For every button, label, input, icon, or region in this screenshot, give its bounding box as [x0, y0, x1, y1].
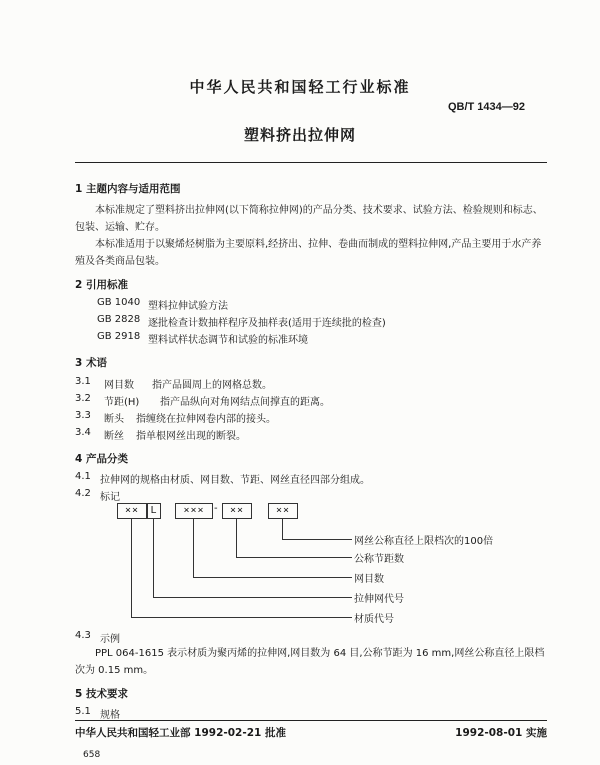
ref-code: GB 2918 [97, 331, 141, 342]
label-wire-diameter: 网丝公称直径上限档次的100倍 [354, 536, 494, 547]
issuing-standard-title: 中华人民共和国轻工行业标准 [189, 78, 411, 96]
ref-code: GB 1040 [97, 297, 141, 308]
term-name: 节距(H) [104, 397, 140, 408]
ref-name: 逐批检查计数抽样程序及抽样表(适用于连续批的检查) [148, 318, 386, 329]
material-code-box: ×× [117, 503, 147, 519]
leader-line [131, 617, 352, 618]
leader-line [282, 519, 283, 539]
label-material-code: 材质代号 [354, 614, 394, 625]
ref-code: GB 2828 [97, 314, 141, 325]
term-definition: 指产品纵向对角网结点间撑直的距离。 [160, 397, 330, 408]
ref-name: 塑料拉伸试验方法 [148, 301, 228, 312]
label-nominal-pitch: 公称节距数 [354, 554, 404, 565]
clause-number: 5.1 [75, 706, 91, 717]
pitch-box: ×× [222, 503, 252, 519]
term-name: 断丝 [104, 431, 124, 442]
section-1-paragraph-2: 本标准适用于以聚烯烃树脂为主要原料,经挤出、拉伸、卷曲而制成的塑料拉伸网,产品主要用于水产养殖及各类商品包装。 [75, 239, 542, 267]
clause-text: 标记 [100, 492, 120, 503]
term-number: 3.3 [75, 410, 91, 421]
term-definition: 指单根网丝出现的断裂。 [136, 431, 246, 442]
leader-line [131, 519, 132, 617]
separator-dash: - [214, 503, 218, 514]
section-3-heading: 3 术语 [75, 357, 107, 369]
clause-number: 4.2 [75, 488, 91, 499]
implementation-date: 1992-08-01 实施 [455, 727, 547, 739]
section-1-paragraph-1: 本标准规定了塑料挤出拉伸网(以下简称拉伸网)的产品分类、技术要求、试验方法、检验规则和标志、包装、运输、贮存。 [75, 205, 543, 233]
approval-line: 中华人民共和国轻工业部 1992-02-21 批准 [75, 727, 286, 739]
mesh-count-box: ××× [175, 503, 213, 519]
label-net-code: 拉伸网代号 [354, 594, 404, 605]
header-divider [75, 162, 547, 163]
leader-line [153, 597, 352, 598]
leader-line [282, 539, 352, 540]
term-number: 3.2 [75, 393, 91, 404]
label-mesh-count: 网目数 [354, 574, 384, 585]
clause-text: 拉伸网的规格由材质、网目数、节距、网丝直径四部分组成。 [100, 475, 370, 486]
leader-line [153, 519, 154, 597]
leader-line [193, 519, 194, 577]
example-paragraph: PPL 064-1615 表示材质为聚丙烯的拉伸网,网目数为 64 目,公称节距为 16 mm,网丝公称直径上限档次为 0.15 mm。 [75, 648, 545, 676]
section-5-heading: 5 技术要求 [75, 688, 128, 700]
section-4-heading: 4 产品分类 [75, 453, 128, 465]
clause-number: 4.1 [75, 471, 91, 482]
clause-text: 示例 [100, 634, 120, 645]
term-name: 断头 [104, 414, 124, 425]
leader-line [236, 557, 352, 558]
section-2-heading: 2 引用标准 [75, 279, 128, 291]
wire-diameter-box: ×× [268, 503, 298, 519]
term-number: 3.1 [75, 376, 91, 387]
clause-number: 4.3 [75, 630, 91, 641]
footer-divider [75, 720, 547, 721]
term-definition: 指缠绕在拉伸网卷内部的接头。 [136, 414, 276, 425]
term-name: 网目数 [104, 380, 134, 391]
term-number: 3.4 [75, 427, 91, 438]
clause-text: 规格 [100, 710, 120, 721]
document-title: 塑料挤出拉伸网 [243, 126, 356, 144]
net-type-box: L [147, 503, 161, 519]
standard-code: QB/T 1434—92 [447, 101, 525, 113]
section-1-heading: 1 主题内容与适用范围 [75, 183, 181, 195]
ref-name: 塑料试样状态调节和试验的标准环境 [148, 335, 308, 346]
page-number: 658 [83, 750, 101, 760]
leader-line [193, 577, 352, 578]
leader-line [236, 519, 237, 557]
term-definition: 指产品圆周上的网格总数。 [152, 380, 272, 391]
